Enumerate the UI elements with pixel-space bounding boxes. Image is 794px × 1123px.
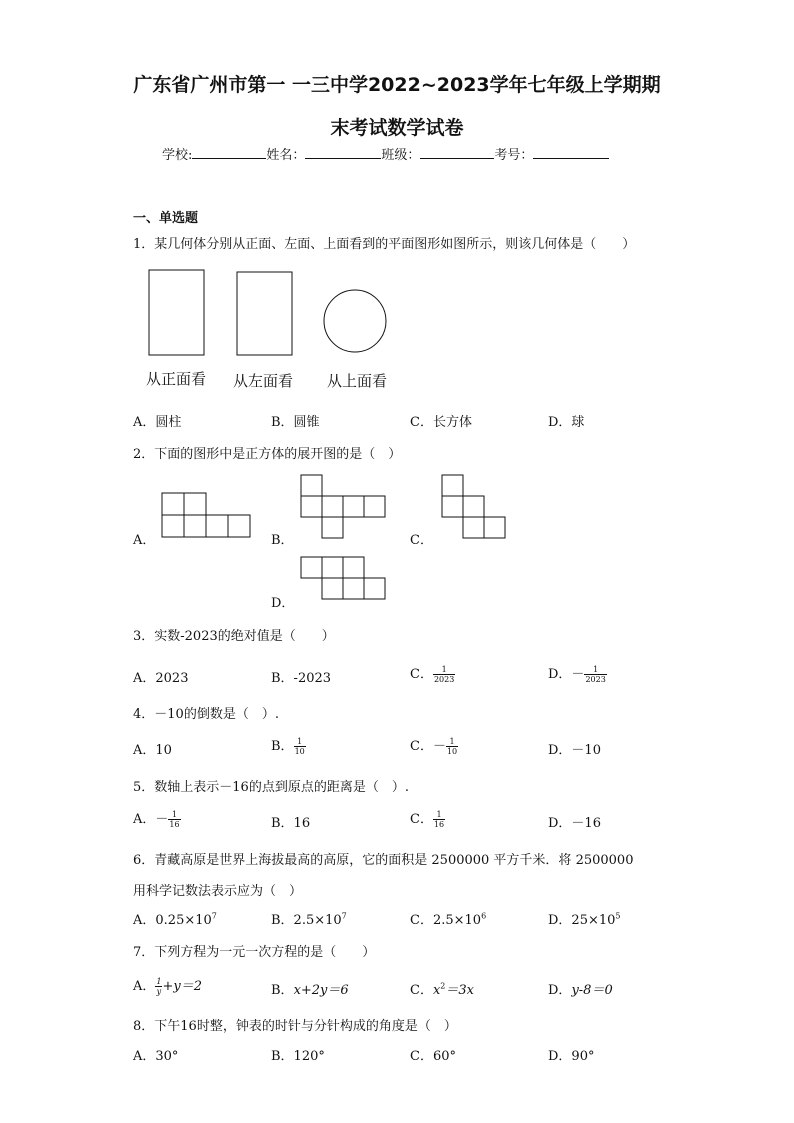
question-3-option-a[interactable]: A．2023: [133, 671, 189, 686]
question-4-option-b[interactable]: [271, 735, 306, 756]
question-1-option-d[interactable]: D．球: [548, 415, 585, 430]
fraction: $\frac{1}{2023}$: [433, 665, 455, 684]
question-6-stem-line-2: 用科学记数法表示应为（ ）: [133, 884, 303, 899]
question-6-stem-line-1: 6．青藏高原是世界上海拔最高的高原，它的面积是 2500000 平方千米．将 2500000: [133, 853, 634, 868]
option-label: B．: [271, 739, 294, 754]
question-5-option-b[interactable]: B．16: [271, 816, 311, 831]
question-8-option-a[interactable]: A．30°: [133, 1049, 179, 1064]
fraction: $\frac{1}{10}$: [446, 737, 458, 756]
fraction: $\frac{1}{2023}$: [585, 665, 606, 684]
class-label: 班级：: [381, 148, 421, 163]
question-7-stem: 7．下列方程为一元一次方程的是（ ）: [133, 945, 376, 960]
left-view-rectangle: [237, 272, 292, 355]
section-title: 一、单选题: [133, 211, 199, 226]
cube-net-b: [300, 474, 386, 540]
question-6-option-b[interactable]: B．$2.5\times 10^7$: [271, 911, 347, 928]
top-view-circle: [324, 290, 386, 352]
question-6-option-a[interactable]: A．$0.25\times 10^7$: [133, 911, 217, 928]
name-label: 姓名：: [266, 148, 306, 163]
question-3-stem: 3．实数-2023的绝对值是（ ）: [133, 629, 335, 644]
question-4-option-c[interactable]: [410, 735, 458, 756]
cube-net-c: [441, 474, 505, 538]
option-label: D．－: [548, 667, 585, 682]
fraction: $\frac{1}{16}$: [169, 810, 180, 829]
question-8-option-b[interactable]: B．120°: [271, 1049, 325, 1064]
three-view-figures: [145, 266, 405, 361]
question-6-option-c[interactable]: C．$2.5\times 10^6$: [410, 911, 487, 928]
question-5-stem: 5．数轴上表示－16的点到原点的距离是（ ）.: [133, 780, 409, 795]
cube-net-d: [300, 556, 388, 602]
question-7-option-a[interactable]: A． $\frac{1}{y}$ +y＝2: [133, 977, 202, 996]
option-label: C．－: [410, 739, 446, 754]
caption-top-view: 从上面看: [327, 372, 388, 390]
question-2-option-b[interactable]: B．: [271, 533, 294, 548]
question-1-option-c[interactable]: C．长方体: [410, 415, 472, 430]
exam-title-line-1: 广东省广州市第一 一三中学2022~2023学年七年级上学期期: [133, 74, 661, 96]
question-8-stem: 8．下午16时整，钟表的时针与分针构成的角度是（ ）: [133, 1019, 457, 1034]
caption-front-view: 从正面看: [146, 370, 207, 388]
fraction: $\frac{1}{10}$: [294, 737, 305, 756]
question-2-option-a[interactable]: A．: [133, 533, 156, 548]
question-6-option-d[interactable]: D．$25\times 10^5$: [548, 911, 621, 928]
question-7-option-b[interactable]: B．x+2y＝6: [271, 983, 349, 998]
fraction: $\frac{1}{y}$: [156, 977, 162, 996]
question-2-option-c[interactable]: C．: [410, 533, 433, 548]
question-4-stem: 4．－10的倒数是（ ）.: [133, 707, 279, 722]
question-4-option-d[interactable]: D．－10: [548, 743, 601, 758]
question-8-option-c[interactable]: C．60°: [410, 1049, 456, 1064]
question-7-option-d[interactable]: D．y-8＝0: [548, 983, 613, 998]
cube-net-a: [161, 492, 253, 538]
option-label: C．: [410, 812, 433, 827]
question-3-option-c[interactable]: [410, 663, 455, 684]
question-7-option-c[interactable]: C．$x^2=3x$: [410, 981, 474, 998]
question-2-option-d[interactable]: D．: [271, 596, 295, 611]
question-3-option-d[interactable]: [548, 663, 607, 684]
caption-left-view: 从左面看: [233, 372, 294, 390]
question-5-option-a[interactable]: [133, 808, 181, 829]
fraction: $\frac{1}{16}$: [433, 810, 445, 829]
question-1-option-a[interactable]: A．圆柱: [133, 415, 182, 430]
question-8-option-d[interactable]: D．90°: [548, 1049, 595, 1064]
question-2-stem: 2．下面的图形中是正方体的展开图的是（ ）: [133, 447, 402, 462]
front-view-rectangle: [149, 270, 204, 355]
number-field[interactable]: [533, 146, 609, 159]
class-field[interactable]: [420, 146, 494, 159]
question-4-option-a[interactable]: A．10: [133, 743, 172, 758]
school-label: 学校:: [162, 148, 193, 163]
number-label: 考号：: [494, 148, 534, 163]
school-field[interactable]: [192, 146, 266, 159]
option-label: A．－: [133, 812, 169, 827]
exam-title-line-2: 末考试数学试卷: [330, 117, 464, 139]
question-3-option-b[interactable]: B．-2023: [271, 671, 332, 686]
name-field[interactable]: [305, 146, 381, 159]
student-info-line: [162, 144, 609, 163]
question-1-option-b[interactable]: B．圆锥: [271, 415, 320, 430]
question-5-option-d[interactable]: D．－16: [548, 816, 601, 831]
option-label: C．: [410, 667, 433, 682]
question-1-stem: 1．某几何体分别从正面、左面、上面看到的平面图形如图所示，则该几何体是（ ）: [133, 237, 636, 252]
question-5-option-c[interactable]: [410, 808, 445, 829]
